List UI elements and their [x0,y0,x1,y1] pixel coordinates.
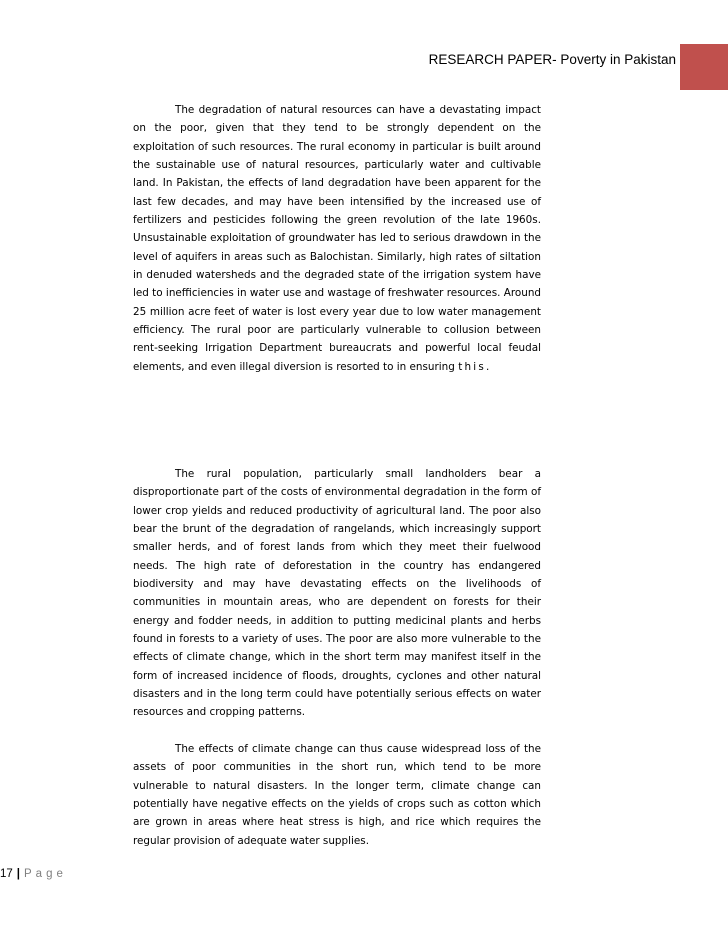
page-number: 17 [0,868,13,880]
page-footer [0,866,67,882]
paragraph-2: The rural population, particularly small landholders bear a disproportionate part of the costs of environmental degradation in the form of lower crop yields and reduced productivity of agricultural land. The poor also bear the brunt of the degradation of rangelands, which increasingly support smaller herds, and of forest lands from which they meet their fuelwood needs. The high rate of deforestation in the country has endangered biodiversity and may have devastating effects on the livelihoods of communities in mountain areas, who are dependent on forests for their energy and fodder needs, in addition to putting medicinal plants and herbs found in forests to a variety of uses. The poor are also more vulnerable to the effects of climate change, which in the short term may manifest itself in the form of increased incidence of floods, droughts, cyclones and other natural disasters and in the long term could have potentially serious effects on water resources and cropping patterns. [133,468,541,719]
paragraph-1-end: this. [458,360,492,373]
footer-separator: | [16,868,21,880]
paragraph-3-block [133,740,541,850]
header-title: RESEARCH PAPER- Poverty in Pakistan [428,52,676,67]
page-label: Page [24,868,67,880]
paragraph-1-text: The degradation of natural resources can have a devastating impact on the poor, given that they tend to be strongly dependent on the exploitation of such resources. The rural economy in particular is built around the sustainable use of natural resources, particularly water and cultivable land. In Pakistan, the effects of land degradation have been apparent for the last few decades, and may have been intensified by the increased use of fertilizers and pesticides following the green revolution of the late 1960s. Unsustainable exploitation of groundwater has led to serious drawdown in the level of aquifers in areas such as Balochistan. Similarly, high rates of siltation in denuded watersheds and the degraded state of the irrigation system have led to inefficiencies in water use and wastage of freshwater resources. Around 25 million acre feet of water is lost every year due to low water management efficiency. The rural poor are particularly vulnerable to collusion between rent-seeking Irrigation Department bureaucrats and powerful local feudal elements, and even illegal diversion is resorted to in ensuring [133,104,541,373]
header-accent-bar [680,44,728,90]
paragraph-3: The effects of climate change can thus cause widespread loss of the assets of poor communities in the short run, which tend to be more vulnerable to natural disasters. In the longer term, climate change can potentially have negative effects on the yields of crops such as cotton which are grown in areas where heat stress is high, and rice which requires the regular provision of adequate water supplies. [133,743,541,847]
paragraph-1-block [133,101,541,376]
paragraph-1 [133,101,541,376]
paragraph-2-block [133,465,541,722]
